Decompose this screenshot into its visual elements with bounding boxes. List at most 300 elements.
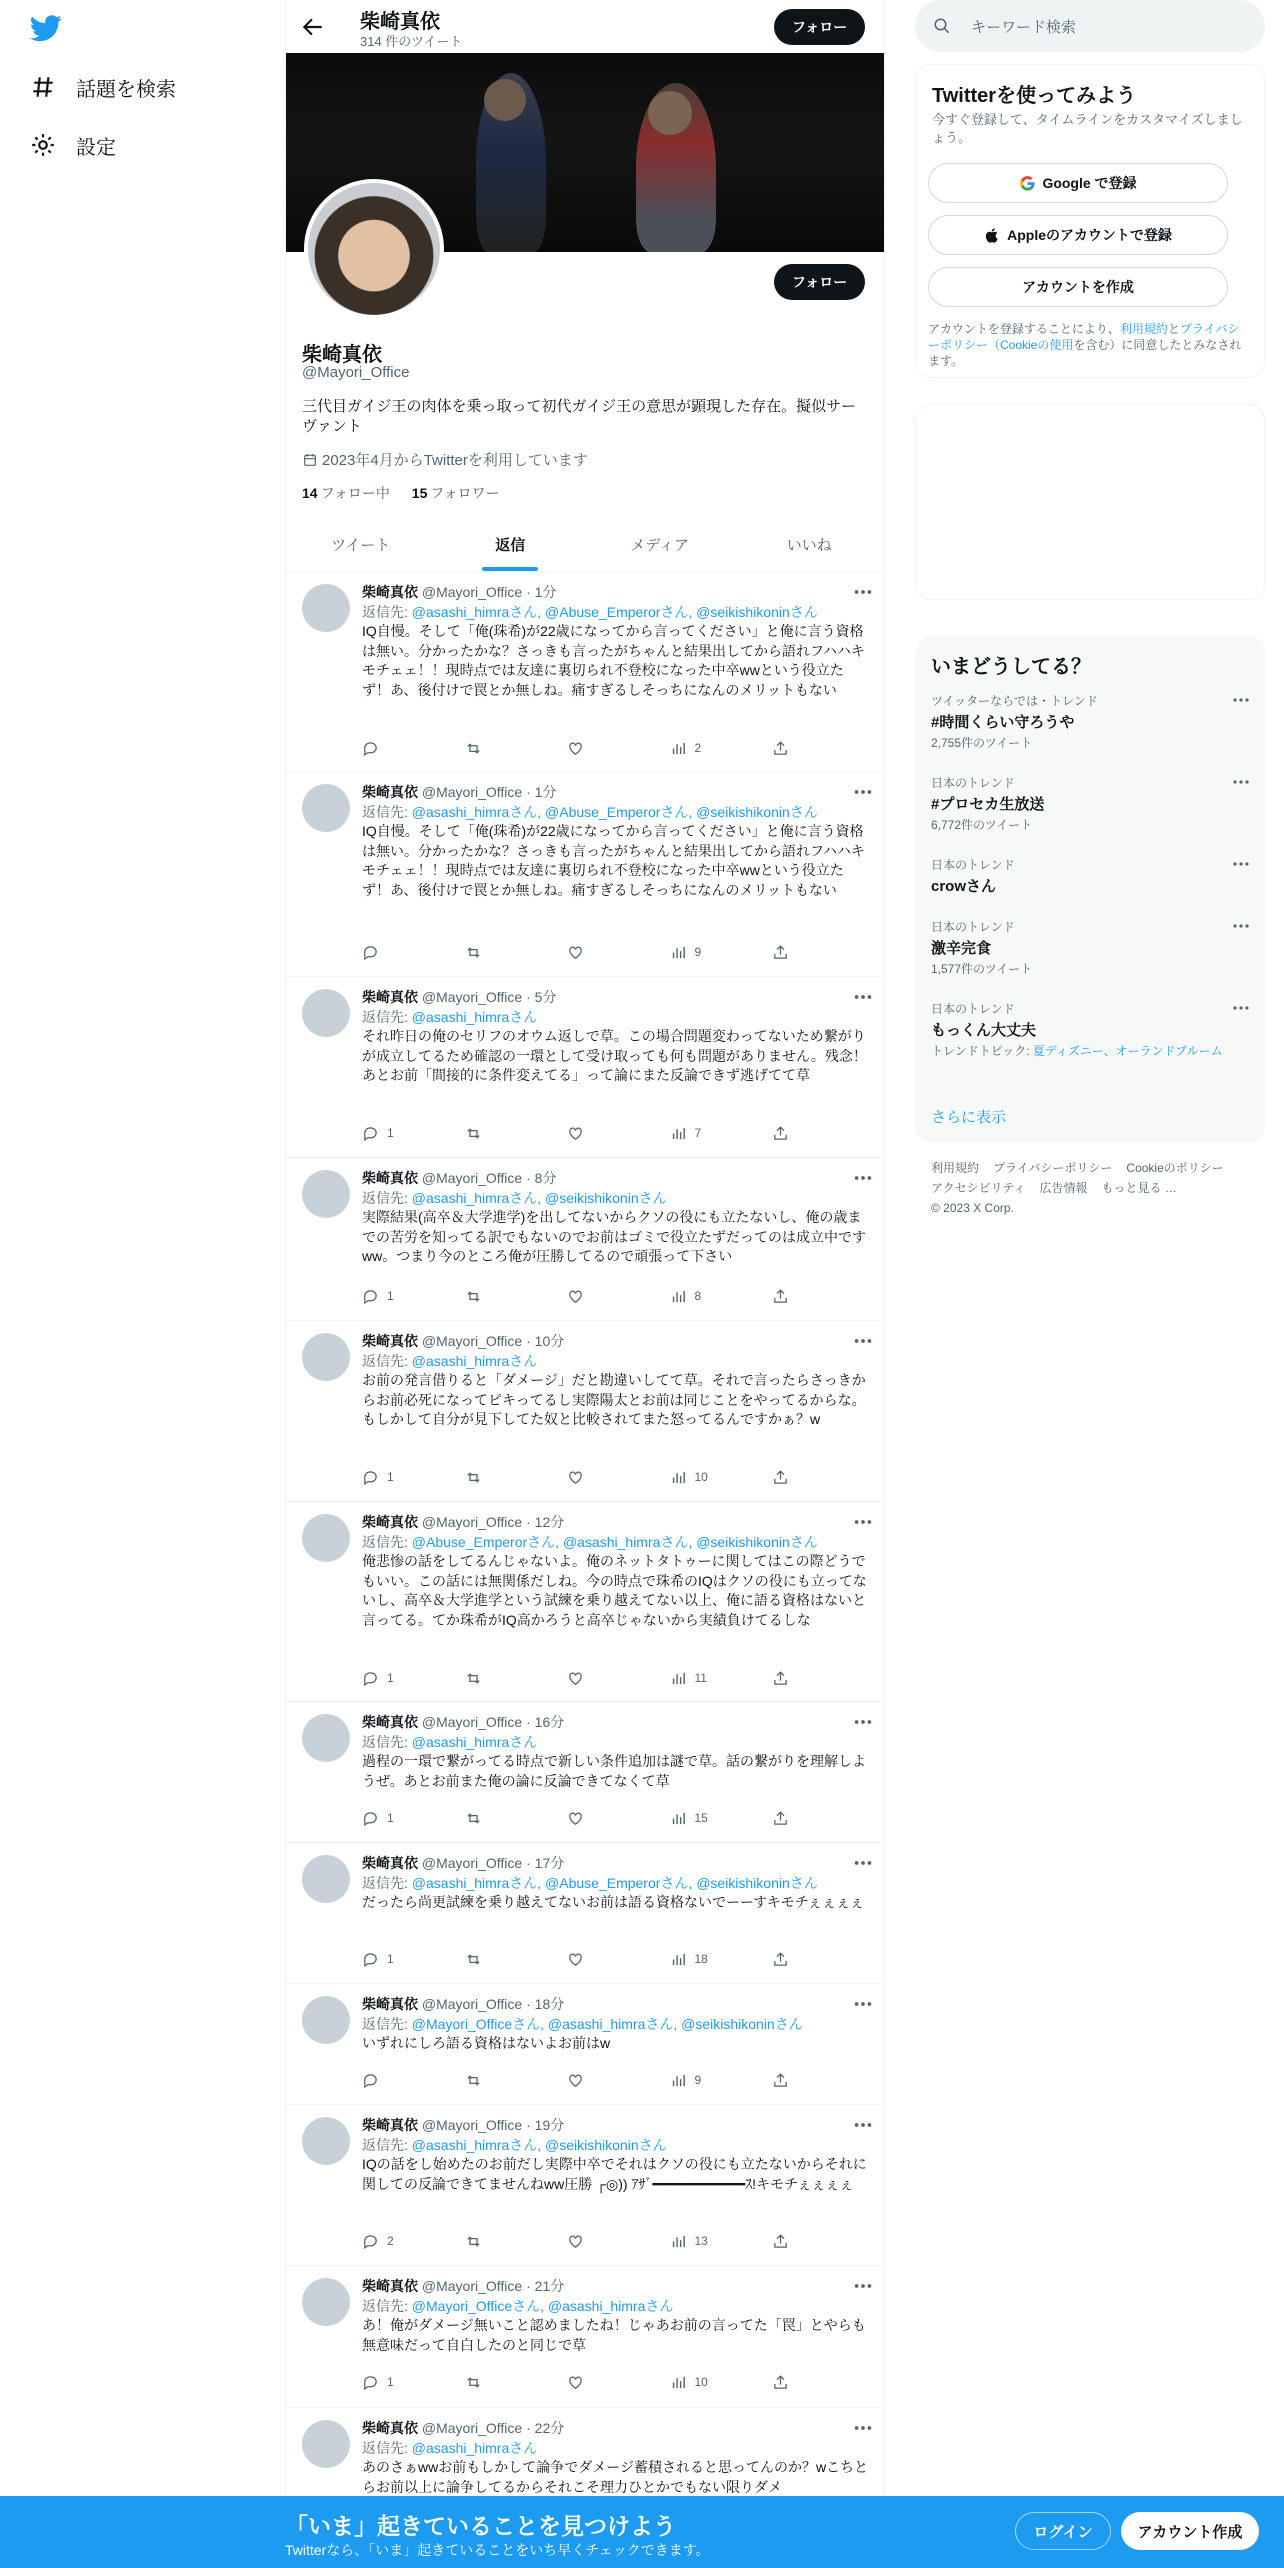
trend-item[interactable] <box>931 774 1251 833</box>
retweet-button[interactable] <box>465 2070 545 2090</box>
reply-prefix: 返信先: <box>362 2016 412 2032</box>
tweet-author-name[interactable]: 柴崎真依 <box>362 1170 418 1186</box>
share-button[interactable] <box>772 2070 802 2090</box>
more-options-icon[interactable] <box>1231 920 1251 932</box>
tweet-reply-to <box>362 1732 870 1752</box>
views-button[interactable] <box>670 738 750 758</box>
tweet-text: IQの話をし始めたのお前だし実際中卒でそれはクソの役にも立たないからそれに関しての反論できてませんねww圧勝 ┌◎)) ｱｻﾞ━━━━━━━━━━━ｽ!キモチぇぇぇぇ <box>362 2156 867 2192</box>
reply-button[interactable] <box>362 1808 442 1828</box>
share-button[interactable] <box>772 2231 802 2251</box>
reply-icon <box>362 1810 379 1827</box>
tweet-time[interactable]: 1分 <box>534 584 557 600</box>
reply-button[interactable] <box>362 738 442 758</box>
apple-signup-button[interactable] <box>928 215 1228 255</box>
tweet[interactable] <box>286 1984 884 2105</box>
like-button[interactable] <box>567 2231 647 2251</box>
retweet-button[interactable] <box>465 1123 545 1143</box>
tweet-author-name[interactable]: 柴崎真依 <box>362 1996 418 2012</box>
reply-prefix: 返信先: <box>362 1875 412 1891</box>
reply-button[interactable] <box>362 2372 442 2392</box>
tweet-author-handle: @Mayori_Office <box>421 989 523 1005</box>
tweet-avatar[interactable] <box>302 584 350 632</box>
tweet-author-name[interactable]: 柴崎真依 <box>362 1714 418 1730</box>
tweet-actions <box>362 1286 802 1306</box>
trend-name: crowさん <box>931 878 997 895</box>
trend-topic-links[interactable]: 夏ディズニー、オーランドブルーム <box>1032 1044 1223 1058</box>
more-options-icon[interactable] <box>852 1994 874 2014</box>
signup-terms <box>928 321 1248 369</box>
tab-media[interactable] <box>585 518 735 571</box>
share-button[interactable] <box>772 1286 802 1306</box>
retweet-icon <box>465 2072 482 2089</box>
more-options-icon[interactable] <box>1231 776 1251 788</box>
tweet-reply-to <box>362 2135 870 2155</box>
tweet-author-handle: @Mayori_Office <box>421 1333 523 1349</box>
main-column <box>285 0 885 2568</box>
tweet[interactable] <box>286 572 884 772</box>
view-count: 9 <box>694 2073 702 2087</box>
like-button[interactable] <box>567 1286 647 1306</box>
following-link[interactable] <box>302 485 390 501</box>
retweet-button[interactable] <box>465 1467 545 1487</box>
tweet-author-name[interactable]: 柴崎真依 <box>362 784 418 800</box>
tweet-actions <box>362 738 802 758</box>
tweet-avatar[interactable] <box>302 989 350 1037</box>
reply-targets[interactable]: @asashi_himraさん <box>411 1009 538 1025</box>
tweet-reply-to <box>362 602 870 622</box>
reply-icon <box>362 2374 379 2391</box>
reply-button[interactable] <box>362 1949 442 1969</box>
tweet-meta: 柴崎真依 @Mayori_Office · 21分 <box>362 2276 870 2296</box>
reply-icon <box>362 944 379 961</box>
views-button[interactable] <box>670 1949 750 1969</box>
trend-topic-prefix: トレンドトピック: <box>931 1044 1033 1058</box>
share-icon <box>772 1670 789 1687</box>
reply-targets[interactable]: @asashi_himraさん, @Abuse_Emperorさん, @seikishikoninさん <box>411 804 818 820</box>
views-button[interactable] <box>670 942 750 962</box>
reply-button[interactable] <box>362 942 442 962</box>
like-button[interactable] <box>567 1123 647 1143</box>
followers-link[interactable] <box>412 485 500 501</box>
tweet-author-name[interactable]: 柴崎真依 <box>362 2117 418 2133</box>
tweet-reply-to <box>362 802 870 822</box>
tweet-body <box>362 987 870 1086</box>
retweet-icon <box>465 944 482 961</box>
tweet-avatar[interactable] <box>302 2420 350 2468</box>
reply-targets[interactable]: @asashi_himraさん, @Abuse_Emperorさん, @seikishikoninさん <box>411 1875 818 1891</box>
footer-link[interactable]: 広告情報 <box>1039 1181 1088 1195</box>
tweet-avatar[interactable] <box>302 1996 350 2044</box>
trend-context: 日本のトレンド <box>931 1002 1015 1016</box>
tweet[interactable] <box>286 1702 884 1843</box>
tweet-author-handle: @Mayori_Office <box>421 584 523 600</box>
google-signup-label: Google で登録 <box>1042 175 1137 191</box>
create-account-button[interactable] <box>928 267 1228 307</box>
header-name: 柴崎真依 <box>360 11 440 33</box>
reply-icon <box>362 1670 379 1687</box>
like-button[interactable] <box>567 942 647 962</box>
trend-context: 日本のトレンド <box>931 858 1015 872</box>
more-options-icon[interactable] <box>852 2418 874 2438</box>
views-button[interactable] <box>670 2372 750 2392</box>
tweet-actions <box>362 1808 802 1828</box>
nav-settings[interactable] <box>30 128 116 162</box>
retweet-icon <box>465 1810 482 1827</box>
profile-bio: 三代目ガイジ王の肉体を乗っ取って初代ガイジ王の意思が顕現した存在。擬似サーヴァント <box>302 398 857 435</box>
reply-count: 1 <box>387 1811 394 1825</box>
share-icon <box>772 1951 789 1968</box>
tweet[interactable] <box>286 772 884 977</box>
like-button[interactable] <box>567 1467 647 1487</box>
reply-count: 1 <box>387 1671 394 1685</box>
views-button[interactable] <box>670 1668 750 1688</box>
trend-context: 日本のトレンド <box>931 776 1015 790</box>
tweet-body <box>362 1994 870 2054</box>
tweet-time[interactable]: 10分 <box>534 1333 565 1349</box>
share-icon <box>772 2374 789 2391</box>
tweet-meta: 柴崎真依 @Mayori_Office · 5分 <box>362 987 870 1007</box>
retweet-button[interactable] <box>465 1949 545 1969</box>
reply-targets[interactable]: @asashi_himraさん, @seikishikoninさん <box>411 1190 667 1206</box>
reply-prefix: 返信先: <box>362 1734 412 1750</box>
more-options-icon[interactable] <box>1231 694 1251 706</box>
share-button[interactable] <box>772 1123 802 1143</box>
reply-button[interactable] <box>362 1123 442 1143</box>
reply-targets[interactable]: @asashi_himraさん <box>411 1734 538 1750</box>
tweet[interactable] <box>286 2105 884 2266</box>
search-icon <box>933 17 951 35</box>
tweet-body <box>362 2418 870 2497</box>
reply-prefix: 返信先: <box>362 1534 412 1550</box>
google-g-icon <box>1019 175 1036 192</box>
trend-name: #プロセカ生放送 <box>931 796 1045 813</box>
reply-prefix: 返信先: <box>362 2440 412 2456</box>
tweet-meta: 柴崎真依 @Mayori_Office · 17分 <box>362 1853 870 1873</box>
more-options-icon[interactable] <box>852 782 874 802</box>
more-options-icon[interactable] <box>1231 1002 1251 1014</box>
more-options-icon[interactable] <box>852 1712 874 1732</box>
reply-icon <box>362 740 379 757</box>
tab-media-label: メディア <box>630 537 690 554</box>
tab-tweets[interactable] <box>286 518 436 571</box>
views-chart-icon <box>670 944 687 961</box>
share-button[interactable] <box>772 1949 802 1969</box>
trend-item[interactable] <box>931 1000 1251 1059</box>
tweet-author-handle: @Mayori_Office <box>421 1514 523 1530</box>
tweet-time[interactable]: 19分 <box>534 2117 565 2133</box>
views-button[interactable] <box>670 1123 750 1143</box>
more-options-icon[interactable] <box>852 2276 874 2296</box>
tweet-meta: 柴崎真依 @Mayori_Office · 18分 <box>362 1994 870 2014</box>
trend-context: ツイッターならでは・トレンド <box>931 694 1098 708</box>
empty-card <box>915 404 1265 600</box>
tweet-time[interactable]: 1分 <box>534 784 557 800</box>
tweet-time[interactable]: 5分 <box>534 989 557 1005</box>
reply-icon <box>362 1951 379 1968</box>
header-follow-button[interactable]: フォロー <box>774 9 865 45</box>
tweet-text: だったら尚更試練を乗り越えてないお前は語る資格ないでーーすキモチぇぇぇぇ <box>362 1894 865 1910</box>
footer-link: © 2023 X Corp. <box>931 1201 1014 1215</box>
retweet-button[interactable] <box>465 2372 545 2392</box>
reply-icon <box>362 1469 379 1486</box>
signup-subtitle: 今すぐ登録して、タイムラインをカスタマイズしましょう。 <box>932 112 1243 145</box>
tweet-author-name[interactable]: 柴崎真依 <box>362 1333 418 1349</box>
reply-prefix: 返信先: <box>362 2298 412 2314</box>
tweet-time[interactable]: 18分 <box>534 1996 565 2012</box>
reply-icon <box>362 1125 379 1142</box>
share-icon <box>772 1125 789 1142</box>
tweet-actions <box>362 1668 802 1688</box>
trends-title: いまどうしてる？ <box>931 656 1091 678</box>
share-icon <box>772 1810 789 1827</box>
reply-prefix: 返信先: <box>362 804 412 820</box>
retweet-button[interactable] <box>465 1286 545 1306</box>
more-options-icon[interactable] <box>852 582 874 602</box>
trend-item[interactable] <box>931 856 1251 896</box>
heart-icon <box>567 740 584 757</box>
search-placeholder: キーワード検索 <box>971 18 1077 36</box>
heart-icon <box>567 944 584 961</box>
followers-label: フォロワー <box>430 485 500 501</box>
trends-card <box>915 636 1265 1142</box>
retweet-button[interactable] <box>465 738 545 758</box>
profile-avatar[interactable] <box>304 179 444 319</box>
signup-banner-title: 「いま」起きていることを見つけよう <box>285 2513 676 2539</box>
reply-targets[interactable]: @asashi_himraさん <box>411 1353 538 1369</box>
signup-title: Twitterを使ってみよう <box>932 85 1137 107</box>
share-button[interactable] <box>772 2372 802 2392</box>
view-count: 7 <box>694 1126 702 1140</box>
reply-button[interactable] <box>362 1286 442 1306</box>
tweet-body <box>362 2115 870 2194</box>
nav-explore[interactable] <box>30 70 176 104</box>
tweet-meta: 柴崎真依 @Mayori_Office · 12分 <box>362 1512 870 1532</box>
more-options-icon[interactable] <box>852 1512 874 1532</box>
reply-count: 1 <box>387 1470 394 1484</box>
like-button[interactable] <box>567 1668 647 1688</box>
tweet-actions <box>362 942 802 962</box>
like-button[interactable] <box>567 2070 647 2090</box>
view-count: 9 <box>694 945 702 959</box>
nav-settings-label: 設定 <box>76 136 116 159</box>
profile-tabs <box>286 518 884 572</box>
share-button[interactable] <box>772 1808 802 1828</box>
footer-link[interactable]: プライバシーポリシー <box>993 1161 1113 1175</box>
tweet-author-name[interactable]: 柴崎真依 <box>362 989 418 1005</box>
tweet-time[interactable]: 22分 <box>534 2420 565 2436</box>
tweet-author-name[interactable]: 柴崎真依 <box>362 2278 418 2294</box>
tweet-time[interactable]: 8分 <box>534 1170 557 1186</box>
tweet-time[interactable]: 12分 <box>534 1514 565 1530</box>
like-button[interactable] <box>567 1808 647 1828</box>
tweet-time[interactable]: 16分 <box>534 1714 565 1730</box>
profile-handle: @Mayori_Office <box>302 364 410 381</box>
tweet[interactable] <box>286 1158 884 1321</box>
tweet-reply-to <box>362 2438 870 2458</box>
retweet-button[interactable] <box>465 1808 545 1828</box>
login-button[interactable]: ログイン <box>1015 2512 1111 2550</box>
reply-button[interactable] <box>362 1668 442 1688</box>
tweet-avatar[interactable] <box>302 784 350 832</box>
reply-count: 2 <box>387 2234 394 2248</box>
tweet-avatar[interactable] <box>302 1170 350 1218</box>
google-signup-button[interactable] <box>928 163 1228 203</box>
view-count: 11 <box>694 1671 707 1685</box>
reply-targets[interactable]: @asashi_himraさん, @Abuse_Emperorさん, @seikishikoninさん <box>411 604 818 620</box>
tweet-author-handle: @Mayori_Office <box>421 2278 523 2294</box>
tweet[interactable] <box>286 2266 884 2408</box>
reply-count: 1 <box>387 1289 394 1303</box>
tab-likes-label: いいね <box>786 537 832 554</box>
tweet-avatar[interactable] <box>302 2117 350 2165</box>
following-count: 14 <box>302 485 318 501</box>
retweet-button[interactable] <box>465 2231 545 2251</box>
apple-icon <box>984 227 1001 244</box>
heart-icon <box>567 1810 584 1827</box>
tweet-meta: 柴崎真依 @Mayori_Office · 16分 <box>362 1712 870 1732</box>
reply-targets[interactable]: @Mayori_Officeさん, @asashi_himraさん <box>411 2298 674 2314</box>
tweet-avatar[interactable] <box>302 1714 350 1762</box>
share-button[interactable] <box>772 1668 802 1688</box>
footer-link[interactable]: アクセシビリティ <box>931 1181 1026 1195</box>
back-arrow-icon[interactable] <box>300 14 326 40</box>
footer-link[interactable]: Cookieのポリシー <box>1126 1161 1224 1175</box>
tab-replies[interactable] <box>436 518 586 571</box>
views-chart-icon <box>670 1288 687 1305</box>
more-options-icon[interactable] <box>852 1853 874 1873</box>
tweet-text: それ昨日の俺のセリフのオウム返しで草。この場合問題変わってないため繋がりが成立してるため確認の一環として受け取っても何も問題がありません。残念！あとお前「間接的に条件変えてる」って論にまた反論できず逃げてて草 <box>362 1028 867 1083</box>
reply-targets[interactable]: @asashi_himraさん, @seikishikoninさん <box>411 2137 667 2153</box>
search-box[interactable] <box>915 0 1265 52</box>
calendar-icon <box>302 452 318 468</box>
tweet-actions <box>362 2070 802 2090</box>
reply-prefix: 返信先: <box>362 1353 412 1369</box>
tweet-meta: 柴崎真依 @Mayori_Office · 1分 <box>362 782 870 802</box>
more-options-icon[interactable] <box>852 2115 874 2135</box>
profile-name: 柴崎真依 <box>302 344 382 366</box>
tweet-text: いずれにしろ語る資格はないよお前はw <box>362 2035 611 2051</box>
views-chart-icon <box>670 1951 687 1968</box>
tweet-author-handle: @Mayori_Office <box>421 1996 523 2012</box>
tweet-time[interactable]: 17分 <box>534 1855 565 1871</box>
tweet-author-name[interactable]: 柴崎真依 <box>362 584 418 600</box>
retweet-button[interactable] <box>465 942 545 962</box>
tweet-avatar[interactable] <box>302 1855 350 1903</box>
reply-icon <box>362 2072 379 2089</box>
profile-join-text: 2023年4月からTwitterを利用しています <box>322 452 588 469</box>
reply-count: 1 <box>387 2375 394 2389</box>
tweet-avatar[interactable] <box>302 1333 350 1381</box>
profile-follow-button[interactable]: フォロー <box>774 264 865 300</box>
retweet-button[interactable] <box>465 1668 545 1688</box>
header-tweet-count: 314 件のツイート <box>360 34 463 49</box>
reply-prefix: 返信先: <box>362 1009 412 1025</box>
terms-text-3: を含む）に同意したとみなされます。 <box>928 338 1242 368</box>
trend-item[interactable] <box>931 692 1251 751</box>
tweet-author-name[interactable]: 柴崎真依 <box>362 1514 418 1530</box>
profile-join-date <box>302 449 588 470</box>
reply-button[interactable] <box>362 1467 442 1487</box>
tweet-body <box>362 1712 870 1791</box>
retweet-icon <box>465 1670 482 1687</box>
like-button[interactable] <box>567 738 647 758</box>
views-chart-icon <box>670 1469 687 1486</box>
reply-targets[interactable]: @Abuse_Emperorさん, @asashi_himraさん, @seikishikoninさん <box>411 1534 818 1550</box>
tweet-text: IQ自慢。そして「俺(珠希)が22歳になってから言ってください」と俺に言う資格は無い。分かったかな？さっきも言ったがちゃんと結果出してから語れフハハキモチェェ！！現時点では友達に裏切られ不登校になった中卒wwという役立たず！あ、後付けで罠とか無しね。痛すぎるしそっちになんのメリットもない <box>362 623 865 698</box>
reply-button[interactable] <box>362 2070 442 2090</box>
more-options-icon[interactable] <box>852 1331 874 1351</box>
terms-link[interactable]: 利用規約 <box>1119 322 1168 336</box>
views-button[interactable] <box>670 2070 750 2090</box>
twitter-logo-icon[interactable] <box>30 12 62 44</box>
share-button[interactable] <box>772 1467 802 1487</box>
more-options-icon[interactable] <box>852 1168 874 1188</box>
trend-name: もっくん大丈夫 <box>931 1022 1037 1039</box>
tweet-author-name[interactable]: 柴崎真依 <box>362 2420 418 2436</box>
tweet-avatar[interactable] <box>302 1514 350 1562</box>
tweet-body <box>362 1512 870 1630</box>
tweet-text: あ！俺がダメージ無いこと認めましたね！じゃあお前の言ってた「罠」とやらも無意味だって自白したのと同じで草 <box>362 2317 866 2353</box>
more-options-icon[interactable] <box>852 987 874 1007</box>
signup-button[interactable]: アカウント作成 <box>1121 2512 1259 2550</box>
views-chart-icon <box>670 1810 687 1827</box>
reply-button[interactable] <box>362 2231 442 2251</box>
tweet[interactable] <box>286 977 884 1158</box>
views-button[interactable] <box>670 1808 750 1828</box>
retweet-icon <box>465 1288 482 1305</box>
tweet-text: 過程の一環で繋がってる時点で新しい条件追加は謎で草。話の繋がりを理解しようぜ。あとお前また俺の論に反論できてなくて草 <box>362 1753 866 1789</box>
tweet-author-handle: @Mayori_Office <box>421 1714 523 1730</box>
like-button[interactable] <box>567 1949 647 1969</box>
privacy-link[interactable]: プライバシーポリシー（Cookieの使用 <box>928 322 1240 352</box>
footer-link[interactable]: もっと見る … <box>1101 1181 1177 1195</box>
tweet-author-name[interactable]: 柴崎真依 <box>362 1855 418 1871</box>
more-options-icon[interactable] <box>1231 858 1251 870</box>
view-count: 10 <box>694 1470 708 1484</box>
share-button[interactable] <box>772 738 802 758</box>
share-icon <box>772 740 789 757</box>
trend-item[interactable] <box>931 918 1251 977</box>
like-button[interactable] <box>567 2372 647 2392</box>
views-chart-icon <box>670 2072 687 2089</box>
tweet-body <box>362 1168 870 1267</box>
tweet[interactable] <box>286 1321 884 1502</box>
views-button[interactable] <box>670 1286 750 1306</box>
tweet[interactable] <box>286 1502 884 1702</box>
following-label: フォロー中 <box>320 485 390 501</box>
heart-icon <box>567 1288 584 1305</box>
gear-icon <box>30 132 56 158</box>
apple-signup-label: Appleのアカウントで登録 <box>1007 227 1172 243</box>
trend-count: 6,772件のツイート <box>931 818 1033 832</box>
reply-targets[interactable]: @Mayori_Officeさん, @asashi_himraさん, @seikishikoninさん <box>411 2016 803 2032</box>
show-more-link[interactable]: さらに表示 <box>931 1109 1007 1126</box>
views-button[interactable] <box>670 2231 750 2251</box>
tweet-actions <box>362 2372 802 2392</box>
footer-link[interactable]: 利用規約 <box>931 1161 980 1175</box>
share-icon <box>772 1288 789 1305</box>
reply-targets[interactable]: @asashi_himraさん <box>411 2440 538 2456</box>
share-button[interactable] <box>772 942 802 962</box>
tweet-meta: 柴崎真依 @Mayori_Office · 22分 <box>362 2418 870 2438</box>
tweet[interactable] <box>286 1843 884 1984</box>
tweet-actions <box>362 1467 802 1487</box>
tab-likes[interactable] <box>735 518 885 571</box>
views-button[interactable] <box>670 1467 750 1487</box>
tweet-time[interactable]: 21分 <box>534 2278 565 2294</box>
heart-icon <box>567 1469 584 1486</box>
tweet-avatar[interactable] <box>302 2278 350 2326</box>
